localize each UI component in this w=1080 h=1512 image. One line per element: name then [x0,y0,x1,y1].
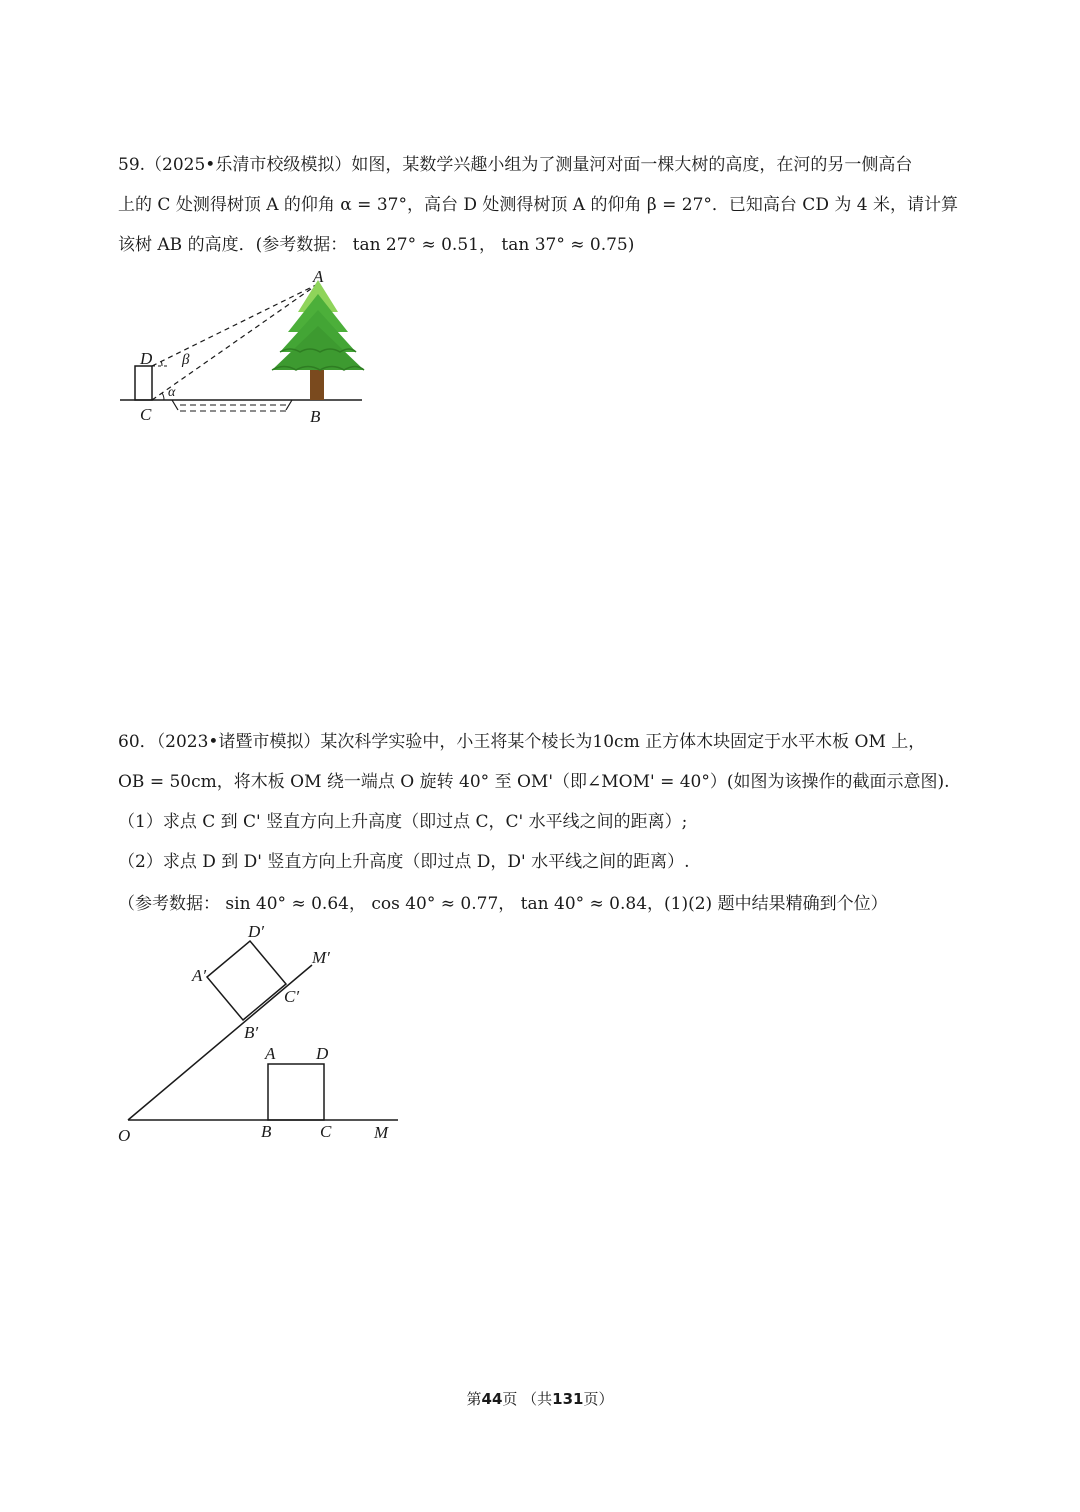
label-a: A [313,268,324,286]
tree-height-figure [110,268,380,428]
label-m: M [374,1123,389,1142]
river-left-bank [172,400,178,410]
label-c: C [140,405,152,424]
footer-suffix: 页） [583,1390,614,1408]
rotating-board-figure [110,915,410,1150]
label-c-prime: C′ [284,987,300,1006]
problem-60-line-2: OB = 50cm，将木板 OM 绕一端点 O 旋转 40° 至 OM'（即∠MOM' = 40°）(如图为该操作的截面示意图). [118,772,950,792]
river-right-bank [286,400,292,410]
footer-page-number: 44 [481,1390,503,1408]
label-a: A [265,1044,276,1063]
label-d-prime: D′ [248,922,264,941]
problem-59-line-2: 上的 C 处测得树顶 A 的仰角 α = 37°，高台 D 处测得树顶 A 的仰角 β = 27°．已知高台 CD 为 4 米，请计算 [118,195,958,215]
problem-59-line-3: 该树 AB 的高度．(参考数据： tan 27° ≈ 0.51， tan 37° ≈ 0.75) [118,235,635,255]
label-beta: β [182,352,190,368]
footer-mid: 页 （共 [502,1390,553,1408]
label-b-prime: B′ [244,1023,259,1042]
label-d: D [316,1044,329,1063]
square-abcd-prime [207,941,286,1020]
tree-illustration [272,280,364,400]
footer-total-pages: 131 [552,1390,584,1408]
problem-60-line-4: （2）求点 D 到 D' 竖直方向上升高度（即过点 D，D' 水平线之间的距离）. [118,852,690,872]
label-alpha: α [168,385,176,400]
label-a-prime: A′ [192,966,207,985]
label-m-prime: M′ [312,948,330,967]
problem-60-line-1: 60．（2023•诸暨市模拟）某次科学实验中，小王将某个棱长为10cm 正方体木块固定于水平木板 OM 上， [118,732,926,752]
square-abcd [268,1064,324,1120]
problem-60-line-3: （1）求点 C 到 C' 竖直方向上升高度（即过点 C，C' 水平线之间的距离）; [118,812,688,832]
label-c: C [320,1122,332,1141]
label-d: D [140,349,153,368]
label-b: B [261,1122,272,1141]
beta-arc [161,361,162,366]
problem-59-line-1: 59.（2025•乐清市校级模拟）如图，某数学兴趣小组为了测量河对面一棵大树的高度，在河的另一侧高台 [118,155,913,175]
problem-60-line-5: （参考数据： sin 40° ≈ 0.64， cos 40° ≈ 0.77， tan 40° ≈ 0.84，(1)(2) 题中结果精确到个位） [118,894,888,914]
footer-prefix: 第 [466,1390,482,1408]
label-o: O [118,1126,131,1145]
alpha-arc [162,393,164,400]
page-footer [0,1388,1080,1409]
label-b: B [310,407,321,426]
platform-cd [135,366,152,400]
